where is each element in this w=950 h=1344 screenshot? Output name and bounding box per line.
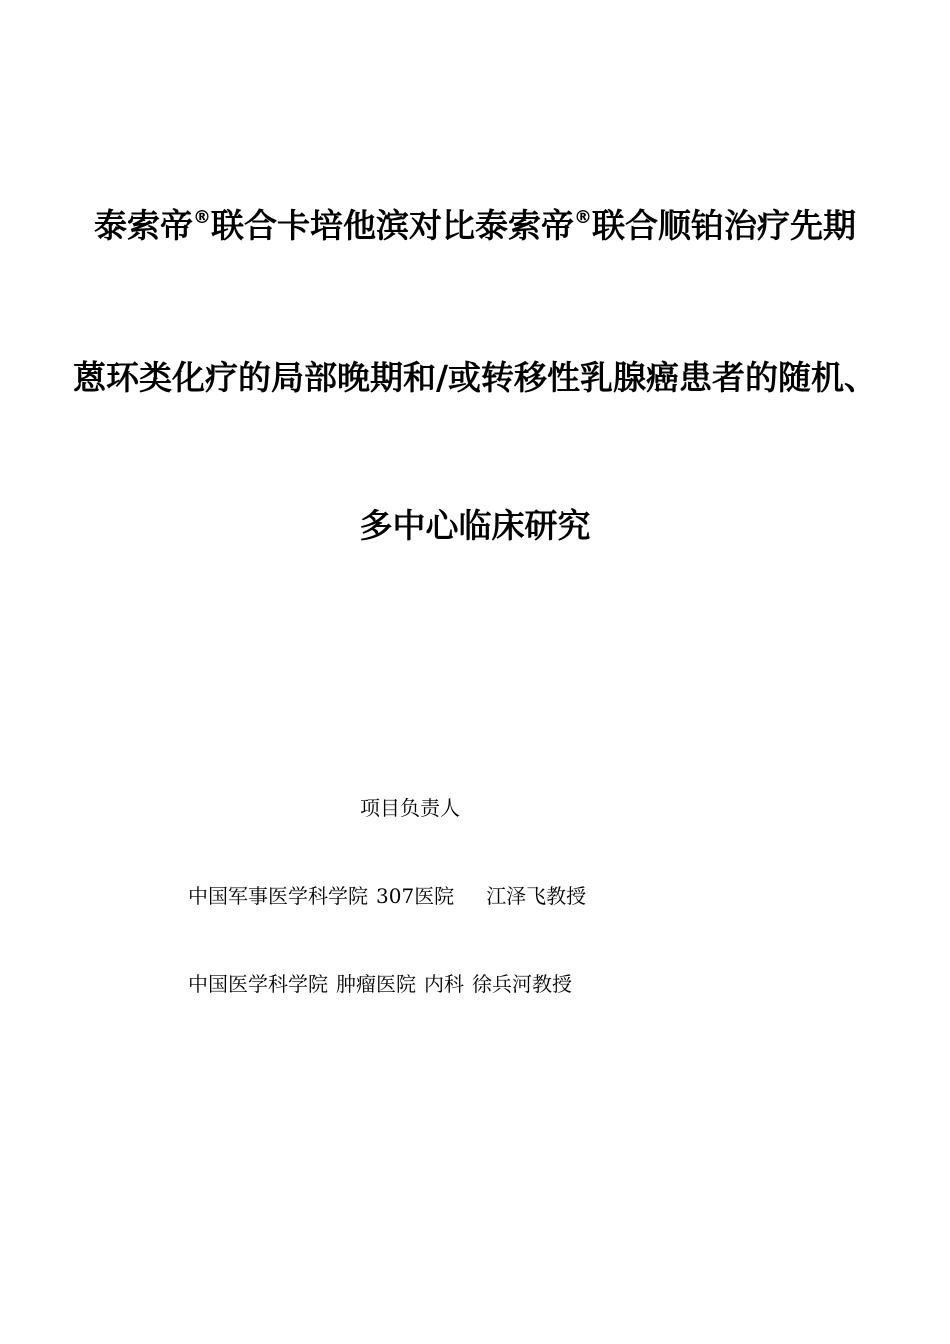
- project-lead-entry-1: [188, 883, 586, 909]
- title-line-3: 多中心临床研究: [359, 506, 591, 545]
- person-name: 江泽飞教授: [486, 884, 587, 908]
- project-lead-label: 项目负责人: [360, 796, 460, 820]
- person-name: 徐兵河教授: [472, 972, 572, 996]
- department-name: 内科: [424, 972, 464, 996]
- title-text: 联合顺铂治疗先期: [592, 206, 856, 245]
- hospital-name: 肿瘤医院: [336, 972, 416, 996]
- hospital-number: 307: [376, 884, 415, 908]
- registered-mark: ®: [574, 207, 592, 228]
- title-line-2: 蒽环类化疗的局部晚期和/或转移性乳腺癌患者的随机、: [72, 358, 878, 397]
- institution-name: 中国军事医学科学院: [188, 884, 368, 908]
- institution-name: 中国医学科学院: [188, 972, 328, 996]
- project-lead-entry-2: [188, 971, 572, 997]
- title-text: 泰索帝: [94, 206, 193, 245]
- hospital-suffix: 医院: [414, 884, 455, 908]
- registered-mark: ®: [193, 207, 211, 228]
- title-text: 联合卡培他滨对比泰索帝: [211, 206, 574, 245]
- title-line-1: [0, 206, 950, 246]
